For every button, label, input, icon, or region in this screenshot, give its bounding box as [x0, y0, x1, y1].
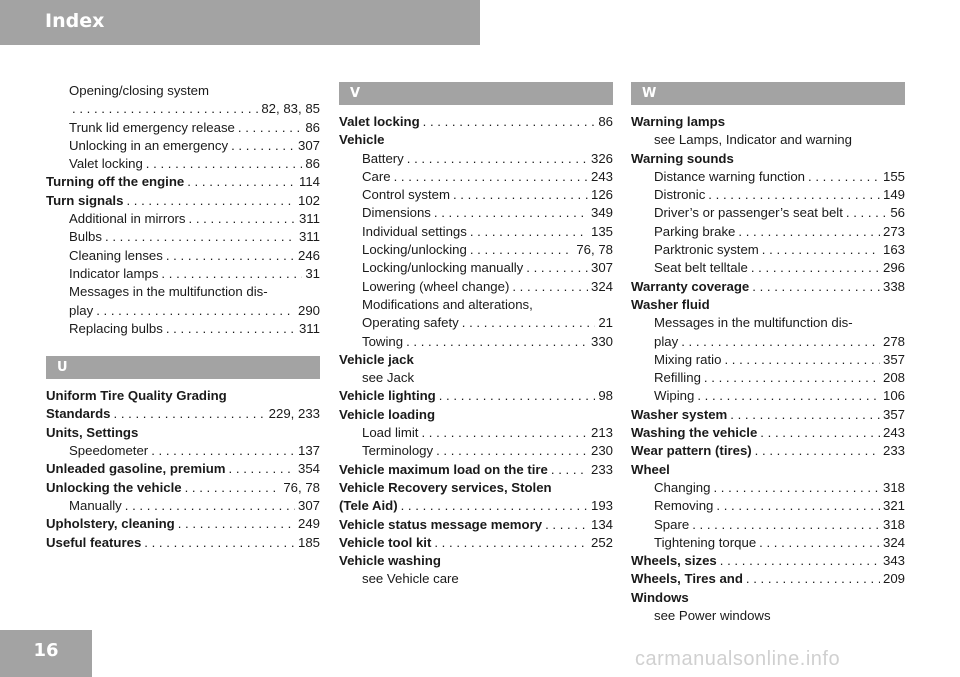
entry-page-ref: 311	[298, 211, 320, 227]
entry-label: Individual settings	[362, 223, 467, 239]
dot-leader	[704, 369, 880, 387]
index-subentry	[631, 314, 905, 332]
index-subentry	[46, 265, 320, 283]
entry-label: Turning off the engine	[46, 174, 185, 190]
index-subentry	[631, 497, 905, 515]
entry-page-ref: 82, 83, 85	[261, 101, 320, 117]
index-subentry	[339, 333, 613, 351]
index-subentry	[631, 607, 905, 625]
entry-label: Vehicle Recovery services, Stolen	[339, 479, 552, 495]
page-title: Index	[45, 10, 105, 32]
entry-label: Washing the vehicle	[631, 425, 758, 441]
index-entry	[631, 570, 905, 588]
index-subentry	[46, 137, 320, 155]
entry-label: see Vehicle care	[362, 571, 459, 587]
index-subentry	[631, 387, 905, 405]
index-subentry	[339, 369, 613, 387]
entry-page-ref: 357	[882, 351, 905, 367]
dot-leader	[401, 497, 588, 515]
dot-leader	[751, 259, 880, 277]
index-entry	[339, 479, 613, 497]
entry-label: see Power windows	[654, 608, 771, 624]
index-entry	[339, 113, 613, 131]
dot-leader	[720, 552, 880, 570]
dot-leader	[72, 100, 258, 118]
index-entry	[339, 497, 613, 515]
entry-page-ref: 233	[590, 461, 613, 477]
index-subentry	[46, 442, 320, 460]
entry-label: Replacing bulbs	[69, 320, 163, 336]
dot-leader	[439, 387, 596, 405]
dot-leader	[151, 442, 295, 460]
dot-leader	[808, 168, 880, 186]
entry-label: Vehicle maximum load on the tire	[339, 461, 548, 477]
dot-leader	[421, 424, 588, 442]
entry-label: Tightening torque	[654, 534, 757, 550]
index-subentry	[631, 168, 905, 186]
entry-label: play	[654, 333, 679, 349]
entry-label: Bulbs	[69, 229, 102, 245]
entry-label: Locking/unlocking manually	[362, 260, 524, 276]
index-subentry	[631, 516, 905, 534]
entry-label: Messages in the multifunction dis-	[69, 284, 268, 300]
dot-leader	[423, 113, 596, 131]
entry-label: Warning lamps	[631, 114, 726, 129]
entry-label: Driver’s or passenger’s seat belt	[654, 205, 843, 221]
entry-page-ref: 102	[297, 192, 320, 208]
entry-label: Seat belt telltale	[654, 260, 748, 276]
dot-leader	[730, 406, 880, 424]
dot-leader	[470, 223, 588, 241]
index-entry	[339, 516, 613, 534]
entry-page-ref: 134	[590, 516, 613, 532]
index-entry	[631, 424, 905, 442]
index-subentry	[339, 442, 613, 460]
dot-leader	[185, 479, 281, 497]
index-column-3	[631, 82, 905, 625]
entry-page-ref: 31	[305, 265, 320, 281]
watermark: carmanualsonline.info	[635, 648, 841, 670]
section-letter-header: W	[631, 82, 905, 105]
dot-leader	[125, 497, 295, 515]
entry-page-ref: 318	[882, 479, 905, 495]
index-subentry	[631, 186, 905, 204]
entry-label: Additional in mirrors	[69, 211, 186, 227]
index-subentry	[46, 320, 320, 338]
index-subentry	[631, 369, 905, 387]
dot-leader	[407, 150, 588, 168]
index-subentry	[339, 259, 613, 277]
entry-label: Vehicle loading	[339, 406, 436, 422]
dot-leader	[406, 333, 588, 351]
index-column-1	[46, 82, 320, 552]
entry-page-ref: 349	[590, 205, 613, 221]
index-subentry	[631, 223, 905, 241]
dot-leader	[231, 137, 295, 155]
dot-leader	[512, 278, 588, 296]
index-subentry	[631, 259, 905, 277]
dot-leader	[713, 479, 880, 497]
index-subentry	[339, 570, 613, 588]
entry-page-ref: 357	[882, 406, 905, 422]
entry-page-ref: 307	[590, 260, 613, 276]
index-subentry	[339, 278, 613, 296]
entry-label: Distance warning function	[654, 168, 806, 184]
dot-leader	[746, 570, 880, 588]
index-subentry	[46, 210, 320, 228]
index-entry	[631, 442, 905, 460]
dot-leader	[394, 168, 588, 186]
index-subentry	[46, 497, 320, 515]
entry-label: Vehicle status message memory	[339, 516, 543, 532]
dot-leader	[846, 204, 887, 222]
index-entry	[339, 534, 613, 552]
entry-label: Unleaded gasoline, premium	[46, 461, 226, 477]
index-entry	[631, 406, 905, 424]
dot-leader	[434, 204, 588, 222]
entry-page-ref: 273	[882, 223, 905, 239]
entry-label: Useful features	[46, 534, 142, 550]
section-gap	[46, 338, 320, 356]
entry-label: Modifications and alterations,	[362, 296, 533, 312]
entry-page-ref: 185	[297, 534, 320, 550]
entry-page-ref: 76, 78	[576, 242, 613, 258]
index-column-2	[339, 82, 613, 589]
section-letter-header: U	[46, 356, 320, 379]
entry-label: Vehicle jack	[339, 351, 414, 367]
entry-page-ref: 307	[297, 497, 320, 513]
dot-leader	[462, 314, 596, 332]
dot-leader	[724, 351, 880, 369]
entry-page-ref: 193	[590, 498, 613, 514]
dot-leader	[146, 155, 303, 173]
entry-label: Removing	[654, 498, 714, 514]
dot-leader	[545, 516, 588, 534]
entry-label: Parktronic system	[654, 242, 759, 258]
entry-label: (Tele Aid)	[339, 498, 398, 514]
entry-label: Parking brake	[654, 223, 736, 239]
dot-leader	[551, 461, 588, 479]
entry-label: Changing	[654, 479, 711, 495]
entry-page-ref: 76, 78	[283, 479, 320, 495]
index-entry	[46, 534, 320, 552]
entry-label: Indicator lamps	[69, 265, 159, 281]
entry-label: Wheels, Tires and	[631, 571, 743, 587]
index-entry	[46, 424, 320, 442]
entry-label: Uniform Tire Quality Grading	[46, 388, 227, 404]
entry-page-ref: 330	[590, 333, 613, 349]
entry-page-ref: 230	[590, 443, 613, 459]
entry-page-ref: 229, 233	[268, 406, 320, 422]
index-entry	[631, 589, 905, 607]
entry-page-ref: 149	[882, 187, 905, 203]
dot-leader	[708, 186, 880, 204]
entry-label: see Lamps, Indicator and warning	[654, 132, 852, 148]
index-entry	[339, 552, 613, 570]
entry-label: Load limit	[362, 425, 419, 441]
dot-leader	[697, 387, 880, 405]
entry-page-ref: 338	[882, 278, 905, 294]
entry-page-ref: 86	[305, 156, 320, 172]
header-bar	[0, 0, 480, 45]
index-subentry	[631, 479, 905, 497]
entry-page-ref: 114	[298, 174, 320, 190]
entry-page-ref: 86	[305, 119, 320, 135]
index-entry	[46, 405, 320, 423]
dot-leader	[526, 259, 588, 277]
entry-page-ref: 252	[590, 534, 613, 550]
entry-page-ref: 321	[882, 498, 905, 514]
entry-page-ref: 243	[590, 168, 613, 184]
index-subentry	[46, 100, 320, 118]
entry-label: Dimensions	[362, 205, 431, 221]
dot-leader	[681, 333, 880, 351]
entry-label: Units, Settings	[46, 424, 139, 440]
entry-label: Unlocking the vehicle	[46, 479, 182, 495]
entry-label: Distronic	[654, 187, 706, 203]
dot-leader	[187, 173, 296, 191]
index-subentry	[631, 241, 905, 259]
dot-leader	[470, 241, 573, 259]
entry-page-ref: 318	[882, 516, 905, 532]
index-subentry	[631, 333, 905, 351]
dot-leader	[759, 534, 880, 552]
entry-page-ref: 213	[590, 425, 613, 441]
entry-label: Wiping	[654, 388, 695, 404]
index-subentry	[46, 228, 320, 246]
entry-page-ref: 106	[882, 388, 905, 404]
index-subentry	[339, 150, 613, 168]
index-subentry	[631, 131, 905, 149]
entry-label: Standards	[46, 406, 111, 422]
entry-label: play	[69, 302, 94, 318]
index-subentry	[46, 119, 320, 137]
index-entry	[339, 387, 613, 405]
page-number: 16	[33, 640, 59, 661]
index-subentry	[339, 314, 613, 332]
index-subentry	[46, 82, 320, 100]
entry-label: Refilling	[654, 370, 701, 386]
entry-label: Lowering (wheel change)	[362, 278, 510, 294]
index-subentry	[46, 247, 320, 265]
entry-label: Cleaning lenses	[69, 247, 163, 263]
entry-label: Messages in the multifunction dis-	[654, 315, 853, 331]
dot-leader	[229, 460, 295, 478]
entry-label: Vehicle tool kit	[339, 534, 432, 550]
entry-page-ref: 56	[890, 205, 905, 221]
entry-page-ref: 249	[297, 516, 320, 532]
dot-leader	[238, 119, 302, 137]
dot-leader	[144, 534, 295, 552]
entry-label: Care	[362, 168, 391, 184]
entry-label: Operating safety	[362, 315, 459, 331]
entry-label: Wear pattern (tires)	[631, 443, 752, 459]
entry-page-ref: 21	[598, 315, 613, 331]
entry-label: Spare	[654, 516, 690, 532]
index-entry	[46, 460, 320, 478]
index-subentry	[46, 155, 320, 173]
index-entry	[46, 173, 320, 191]
index-subentry	[46, 302, 320, 320]
entry-page-ref: 324	[590, 278, 613, 294]
index-entry	[631, 461, 905, 479]
entry-label: Locking/unlocking	[362, 242, 467, 258]
dot-leader	[738, 223, 880, 241]
entry-page-ref: 290	[297, 302, 320, 318]
dot-leader	[436, 442, 588, 460]
dot-leader	[752, 278, 880, 296]
index-entry	[631, 113, 905, 131]
entry-page-ref: 343	[882, 553, 905, 569]
index-entry	[631, 278, 905, 296]
entry-label: Washer fluid	[631, 296, 710, 312]
entry-page-ref: 243	[882, 425, 905, 441]
dot-leader	[105, 228, 296, 246]
entry-label: Warning sounds	[631, 150, 734, 166]
entry-label: Trunk lid emergency release	[69, 119, 235, 135]
index-subentry	[46, 283, 320, 301]
entry-page-ref: 98	[598, 388, 613, 404]
dot-leader	[166, 247, 295, 265]
dot-leader	[126, 192, 295, 210]
index-subentry	[339, 424, 613, 442]
dot-leader	[692, 516, 880, 534]
entry-label: Manually	[69, 497, 122, 513]
entry-label: Vehicle washing	[339, 553, 441, 569]
index-entry	[46, 479, 320, 497]
entry-label: Control system	[362, 187, 450, 203]
entry-label: Unlocking in an emergency	[69, 137, 229, 153]
entry-page-ref: 326	[590, 150, 613, 166]
entry-label: Vehicle lighting	[339, 388, 436, 404]
entry-page-ref: 137	[297, 443, 320, 459]
dot-leader	[716, 497, 880, 515]
index-entry	[339, 461, 613, 479]
entry-label: Terminology	[362, 443, 434, 459]
index-entry	[46, 515, 320, 533]
entry-page-ref: 135	[590, 223, 613, 239]
index-entry	[339, 351, 613, 369]
dot-leader	[760, 424, 880, 442]
dot-leader	[161, 265, 302, 283]
entry-page-ref: 246	[297, 247, 320, 263]
entry-label: Battery	[362, 150, 404, 166]
entry-label: Valet locking	[339, 114, 420, 129]
index-subentry	[631, 534, 905, 552]
entry-label: Warranty coverage	[631, 278, 750, 294]
entry-page-ref: 86	[598, 114, 613, 129]
entry-label: Towing	[362, 333, 404, 349]
entry-page-ref: 208	[882, 370, 905, 386]
entry-page-ref: 233	[882, 443, 905, 459]
dot-leader	[166, 320, 296, 338]
entry-page-ref: 324	[882, 534, 905, 550]
entry-page-ref: 155	[882, 168, 905, 184]
index-entry	[339, 406, 613, 424]
entry-page-ref: 311	[298, 229, 320, 245]
section-letter-header: V	[339, 82, 613, 105]
entry-page-ref: 311	[298, 320, 320, 336]
index-subentry	[631, 351, 905, 369]
index-entry	[631, 552, 905, 570]
entry-label: see Jack	[362, 370, 415, 386]
index-subentry	[339, 168, 613, 186]
index-subentry	[339, 296, 613, 314]
entry-page-ref: 354	[297, 461, 320, 477]
entry-label: Upholstery, cleaning	[46, 516, 175, 532]
entry-label: Wheel	[631, 461, 670, 477]
entry-label: Washer system	[631, 406, 728, 422]
dot-leader	[755, 442, 880, 460]
entry-label: Wheels, sizes	[631, 553, 717, 569]
dot-leader	[114, 405, 266, 423]
index-subentry	[339, 204, 613, 222]
dot-leader	[762, 241, 880, 259]
dot-leader	[453, 186, 588, 204]
index-subentry	[631, 204, 905, 222]
entry-page-ref: 209	[882, 571, 905, 587]
entry-label: Vehicle	[339, 132, 385, 148]
dot-leader	[96, 302, 295, 320]
entry-page-ref: 126	[590, 187, 613, 203]
dot-leader	[434, 534, 588, 552]
index-entry	[339, 131, 613, 149]
entry-label: Windows	[631, 589, 689, 605]
entry-label: Turn signals	[46, 192, 124, 208]
index-entry	[46, 192, 320, 210]
entry-label: Valet locking	[69, 156, 143, 172]
dot-leader	[189, 210, 296, 228]
page-number-box	[0, 630, 92, 677]
index-entry	[631, 150, 905, 168]
entry-page-ref: 163	[882, 242, 905, 258]
index-subentry	[339, 223, 613, 241]
index-subentry	[339, 241, 613, 259]
entry-page-ref: 296	[882, 260, 905, 276]
entry-label: Speedometer	[69, 443, 149, 459]
dot-leader	[178, 515, 295, 533]
entry-label: Opening/closing system	[69, 83, 210, 98]
index-subentry	[339, 186, 613, 204]
entry-label: Mixing ratio	[654, 351, 722, 367]
entry-page-ref: 278	[882, 333, 905, 349]
index-entry	[46, 387, 320, 405]
entry-page-ref: 307	[297, 137, 320, 153]
index-entry	[631, 296, 905, 314]
